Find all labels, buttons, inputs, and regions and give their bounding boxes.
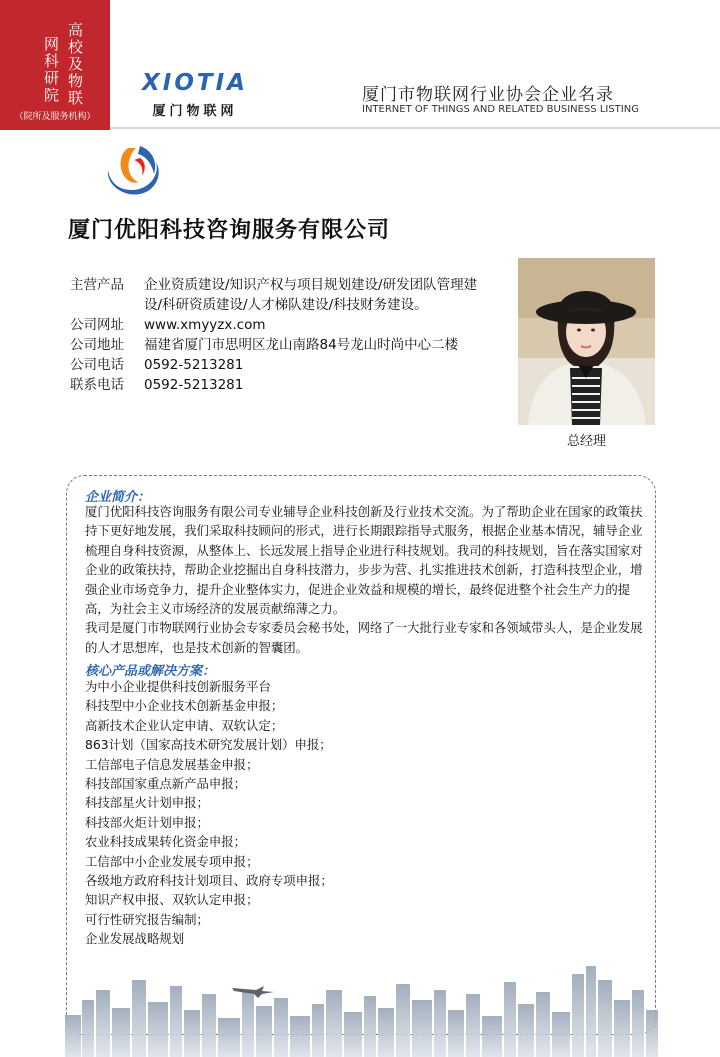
association-logo-text: XIOTIA bbox=[142, 70, 248, 96]
photo-caption: 总经理 bbox=[566, 434, 606, 449]
category-tab bbox=[0, 0, 110, 130]
list-item: 863计划（国家高技术研究发展计划）申报； bbox=[85, 737, 332, 753]
category-tab-subtitle: （院所及服务机构） bbox=[14, 112, 96, 122]
company-logo-icon bbox=[100, 140, 166, 202]
info-label: 公司电话 bbox=[70, 357, 124, 373]
list-item: 工信部电子信息发展基金申报； bbox=[85, 756, 259, 772]
list-item: 企业发展战略规划 bbox=[85, 931, 185, 947]
info-label: 公司地址 bbox=[70, 337, 124, 353]
company-name: 厦门优阳科技咨询服务有限公司 bbox=[68, 218, 391, 243]
intro-paragraph: 我司是厦门市物联网行业协会专家委员会秘书处，网络了一大批行业专家和各领域带头人，是企业发展的人才思想库，也是技术创新的智囊团。 bbox=[85, 620, 643, 655]
list-item: 工信部中小企业发展专项申报； bbox=[85, 853, 259, 869]
list-item: 各级地方政府科技计划项目、政府专项申报； bbox=[85, 873, 333, 889]
info-value: 0592-5213281 bbox=[144, 377, 244, 393]
info-row-contact bbox=[70, 375, 490, 395]
info-label: 公司网址 bbox=[70, 317, 124, 333]
website-link[interactable]: www.xmyyzx.com bbox=[144, 317, 266, 333]
intro-title: 企业简介： bbox=[85, 490, 151, 505]
info-row-phone bbox=[70, 355, 490, 375]
city-skyline-illustration bbox=[60, 960, 660, 1057]
association-logo-cn: 厦门物联网 bbox=[152, 104, 238, 119]
intro-paragraph: 厦门优阳科技咨询服务有限公司专业辅导企业科技创新及行业技术交流。为了帮助企业在国家的政策扶持下更好地发展，我们采取科技顾问的形式，进行长期跟踪指导式服务，根据企业基本情况，辅导企业梳理自身科技资源，从整体上、长远发展上指导企业进行科技规划。我司的科技规划，旨在落实国家对企业的政策扶持，帮助企业挖掘出自身科技潜力，步步为营、扎实推进技术创新，打造科技型企业，增强企业市场竞争力，提升企业整体实力，促进企业效益和规模的增长，最终促进整个社会生产力的提高，为社会主义市场经济的发展贡献绵薄之力。 bbox=[85, 504, 643, 617]
header-divider bbox=[110, 127, 720, 129]
info-row-products bbox=[70, 275, 490, 315]
info-label: 主营产品 bbox=[70, 277, 124, 293]
association-logo bbox=[120, 70, 270, 120]
list-item: 知识产权申报、双软认定申报； bbox=[85, 892, 259, 908]
category-tab-line2: 网科研院 bbox=[42, 36, 60, 104]
list-item: 高新技术企业认定申请、双软认定； bbox=[85, 717, 284, 733]
products-title: 核心产品或解决方案： bbox=[85, 664, 216, 679]
list-item: 科技部星火计划申报； bbox=[85, 795, 209, 811]
list-item: 为中小企业提供科技创新服务平台 bbox=[85, 679, 271, 694]
info-value: 企业资质建设/知识产权与项目规划建设/研发团队管理建设/科研资质建设/人才梯队建设/科技财务建设。 bbox=[144, 277, 478, 313]
category-tab-line1: 高校及物联 bbox=[66, 22, 84, 107]
company-info bbox=[70, 275, 490, 395]
products-list bbox=[85, 677, 645, 949]
manager-photo bbox=[518, 258, 655, 425]
list-item: 科技部国家重点新产品申报； bbox=[85, 776, 247, 792]
list-item: 农业科技成果转化资金申报； bbox=[85, 834, 247, 850]
intro-text-block bbox=[85, 502, 645, 657]
info-row-website bbox=[70, 315, 490, 335]
list-item: 科技部火炬计划申报； bbox=[85, 814, 209, 830]
info-label: 联系电话 bbox=[70, 377, 124, 393]
info-value: 福建省厦门市思明区龙山南路84号龙山时尚中心二楼 bbox=[144, 337, 459, 353]
list-item: 可行性研究报告编制； bbox=[85, 911, 209, 927]
directory-subtitle: INTERNET OF THINGS AND RELATED BUSINESS LISTING bbox=[362, 104, 639, 115]
directory-title: 厦门市物联网行业协会企业名录 bbox=[362, 85, 614, 105]
list-item: 科技型中小企业技术创新基金申报； bbox=[85, 698, 284, 714]
info-value: 0592-5213281 bbox=[144, 357, 244, 373]
info-row-address bbox=[70, 335, 490, 355]
